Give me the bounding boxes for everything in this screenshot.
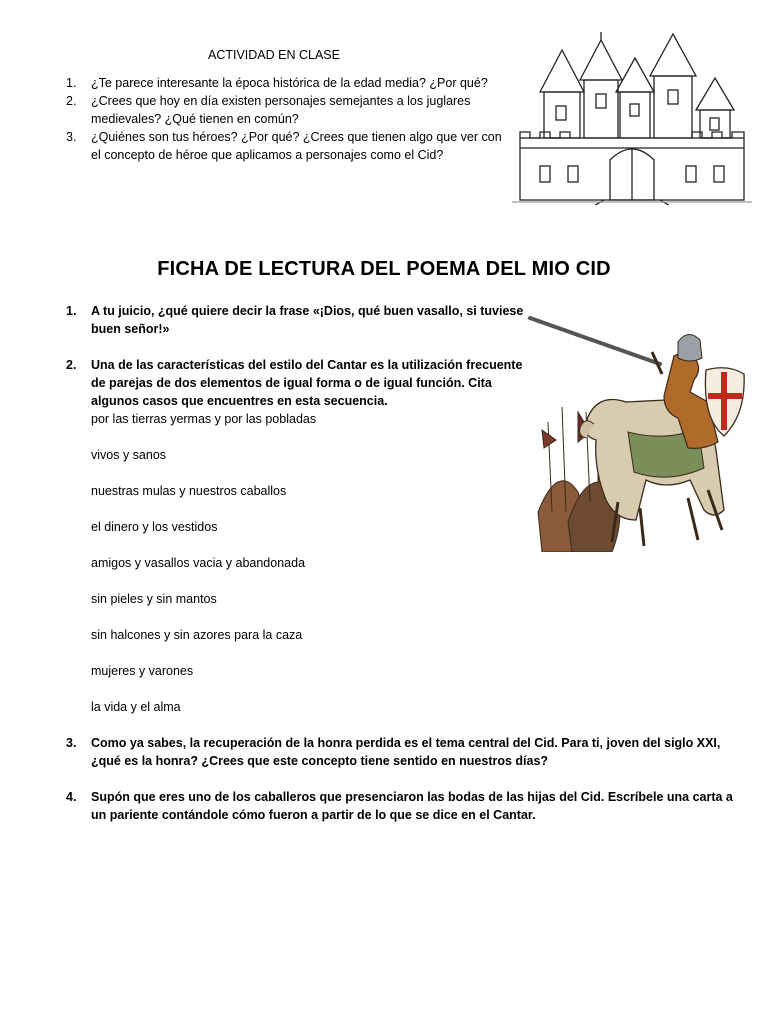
pair-item: por las tierras yermas y por las pobladas — [91, 412, 317, 426]
question-number: 4. — [66, 790, 77, 804]
question-number: 3. — [66, 736, 77, 750]
question-text: ¿Te parece interesante la época histórica de la edad media? ¿Por qué? — [91, 76, 488, 90]
ficha-question-2 — [66, 356, 532, 716]
pairs-list — [91, 410, 532, 716]
question-number: 1. — [66, 76, 77, 90]
activity-question — [66, 92, 506, 128]
question-text: Supón que eres uno de los caballeros que presenciaron las bodas de las hijas del Cid. Escríbele una carta a un pariente contándole cómo fueron a partir de lo que se dice en el Cantar. — [91, 790, 733, 822]
question-text: A tu juicio, ¿qué quiere decir la frase «¡Dios, qué buen vasallo, si tuviese buen señor!» — [91, 304, 524, 336]
pair-item: nuestras mulas y nuestros caballos — [91, 484, 287, 498]
pair-item: mujeres y varones — [91, 664, 194, 678]
activity-question — [66, 74, 506, 92]
pair-item: sin pieles y sin mantos — [91, 592, 217, 606]
ficha-question-4 — [66, 788, 751, 824]
page-title: FICHA DE LECTURA DEL POEMA DEL MIO CID — [157, 258, 611, 280]
question-text: Como ya sabes, la recuperación de la honra perdida es el tema central del Cid. Para ti, joven del siglo XXI, ¿qué es la honra? ¿Crees que este concepto tiene sentido en nuestros días? — [91, 736, 721, 768]
ficha-question-list — [66, 302, 733, 842]
question-number: 2. — [66, 358, 77, 372]
question-number: 3. — [66, 130, 77, 144]
ficha-question-3 — [66, 734, 751, 770]
pair-item: sin halcones y sin azores para la caza — [91, 628, 303, 642]
question-number: 2. — [66, 94, 77, 108]
ficha-question-1 — [66, 302, 532, 338]
pair-item: la vida y el alma — [91, 700, 181, 714]
question-text: Una de las características del estilo del Cantar es la utilización frecuente de parejas de dos elementos de igual forma o de igual función. Cita algunos casos que encuentres en esta secuencia. — [91, 358, 523, 408]
pair-item: amigos y vasallos vacia y abandonada — [91, 556, 306, 570]
knight-illustration — [528, 312, 750, 552]
pair-item: el dinero y los vestidos — [91, 520, 218, 534]
question-text: ¿Quiénes son tus héroes? ¿Por qué? ¿Crees que tienen algo que ver con el concepto de héroe que aplicamos a personajes como el Cid? — [91, 130, 502, 162]
activity-question — [66, 128, 506, 164]
activity-title: ACTIVIDAD EN CLASE — [208, 48, 340, 62]
question-number: 1. — [66, 304, 77, 318]
question-text: ¿Crees que hoy en día existen personajes semejantes a los juglares medievales? ¿Qué tienen en común? — [91, 94, 471, 126]
pair-item: vivos y sanos — [91, 448, 167, 462]
castle-illustration — [512, 30, 752, 205]
activity-question-list — [66, 74, 506, 164]
